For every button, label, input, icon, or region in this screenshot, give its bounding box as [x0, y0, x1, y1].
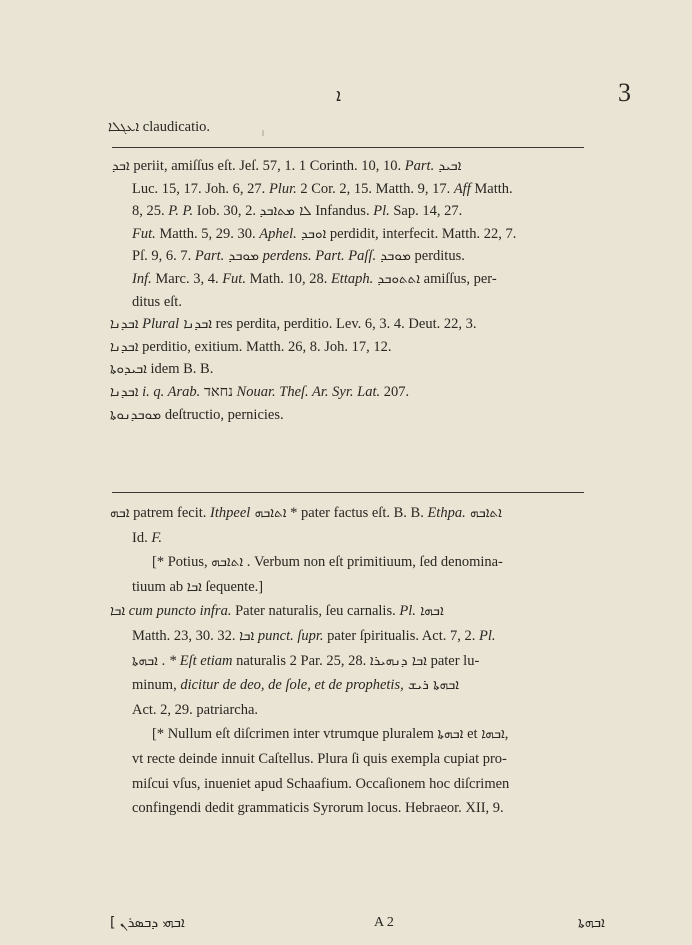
- text-line: [112, 157, 461, 175]
- text-line: [132, 293, 182, 311]
- text-line: [132, 270, 497, 288]
- text-run: res perdita, perditio. Lev. 6, 3. 4. Deut. 22, 3.: [212, 316, 477, 333]
- section-rule: [112, 492, 584, 493]
- syriac-word: ܐܬܐܒܗ: [211, 554, 244, 571]
- gloss-text: claudicatio.: [142, 119, 211, 135]
- syriac-word: ܐܒܐ: [239, 628, 255, 644]
- italic-text: P. P.: [168, 203, 194, 220]
- italic-text: Ithpeel: [210, 505, 251, 521]
- text-run: pater ſpiritualis. Act. 7, 2.: [323, 628, 479, 644]
- text-line: [110, 504, 502, 522]
- italic-text: punct. ſupr.: [254, 628, 324, 644]
- text-run: 8, 25.: [132, 203, 169, 220]
- syriac-word: ܐܒܐ: [186, 578, 202, 595]
- text-run: Matth. 23, 30. 32.: [132, 628, 240, 644]
- text-run: [* Potius,: [152, 554, 212, 571]
- text-run: perditio, exitium. Matth. 26, 8. Joh. 17, 12.: [138, 338, 392, 355]
- italic-text: Nouar. Theſ. Ar. Syr. Lat.: [236, 384, 381, 400]
- page-number: 3: [618, 78, 631, 107]
- text-run: Math. 10, 28.: [245, 271, 331, 287]
- text-line: [110, 602, 444, 620]
- italic-text: Aphel.: [259, 225, 297, 242]
- text-line: [132, 652, 479, 670]
- text-run: נחאד: [200, 384, 237, 400]
- syriac-word: ܐܒܗ: [110, 505, 130, 521]
- text-run: Iob. 30, 2.: [193, 203, 260, 220]
- running-head-syriac: ܐ: [336, 85, 342, 106]
- text-line: [132, 750, 507, 768]
- syriac-word: ܐܬܐܒܗ: [250, 505, 287, 521]
- italic-text: Aff: [453, 180, 471, 197]
- italic-text: Ethpa.: [427, 505, 466, 521]
- text-run: Pater naturalis, ſeu carnalis.: [231, 603, 400, 620]
- syriac-word: ܐܬܬܘܒܕ: [373, 271, 421, 287]
- catchword: ܐܒܗܬܐ: [578, 915, 605, 931]
- syriac-headword: ܐܥܓܠܐ: [108, 119, 140, 135]
- italic-text: perdens.: [259, 248, 312, 265]
- syriac-word: ܐܒܝܕܘܬܐ: [110, 361, 147, 378]
- text-line: [110, 383, 409, 401]
- text-line: [132, 676, 459, 694]
- text-run: Luc. 15, 17. Joh. 6, 27.: [132, 180, 269, 197]
- signature-mark: A 2: [374, 915, 394, 930]
- text-line: [132, 578, 263, 596]
- text-run: perdidit, interfecit. Matth. 22, 7.: [326, 225, 517, 242]
- text-line: [110, 360, 213, 378]
- italic-text: Fut.: [222, 271, 246, 287]
- text-run: ſequente.]: [201, 578, 264, 595]
- text-run: periit, amiſſus eſt. Jeſ. 57, 1. 1 Corinth. 10, 10.: [129, 158, 405, 174]
- syriac-word: ܐܒܕܢܐ: [110, 316, 139, 333]
- italic-text: Pl.: [373, 203, 390, 220]
- text-run: deſtructio, pernicies.: [161, 406, 284, 423]
- text-run: ,: [504, 726, 509, 743]
- italic-text: Ettaph.: [330, 271, 374, 287]
- text-run: Id.: [132, 529, 152, 546]
- italic-text: Part.: [404, 158, 435, 174]
- italic-text: i. q. Arab.: [138, 384, 201, 400]
- syriac-word: ܐܒܕܢܐ: [110, 338, 139, 355]
- italic-text: Inf.: [132, 271, 152, 287]
- text-run: miſcui vſus, inueniet apud Schaafium. Occaſionem hoc diſcrimen: [132, 775, 510, 792]
- italic-text: Fut.: [132, 225, 156, 242]
- syriac-word: ܐܒܐ ܕܢܗܝܪܐ: [369, 652, 427, 669]
- text-line: [132, 775, 509, 793]
- italic-text: Pl.: [479, 628, 496, 644]
- text-run: pater lu-: [426, 652, 480, 669]
- syriac-word: ܐܒܝܕ: [434, 158, 462, 174]
- text-run: 207.: [380, 384, 410, 400]
- text-run: idem B. B.: [146, 361, 214, 378]
- text-run: patrem fecit.: [129, 505, 211, 521]
- syriac-word: ܐܒܗܐ: [481, 726, 505, 743]
- syriac-word: ܐܒܕܢܐ: [179, 316, 213, 333]
- italic-text: de ſole,: [268, 677, 311, 694]
- text-line: [132, 180, 513, 198]
- text-run: Matth. 5, 29. 30.: [155, 225, 260, 242]
- text-run: Act. 2, 29. patriarcha.: [132, 701, 259, 718]
- syriac-word: ܡܘܒܕܢܘܬܐ: [110, 406, 162, 423]
- text-line: [132, 225, 516, 243]
- footnote-syriac: [ ܐܒܗܝ ܕܒܣܪܢ: [110, 915, 185, 931]
- text-run: Pſ. 9, 6. 7.: [132, 248, 195, 265]
- text-line: [152, 553, 503, 571]
- italic-text: Part.: [194, 248, 225, 265]
- italic-text: et de prophetis,: [314, 677, 404, 694]
- syriac-word: ܐܒܗܬܐ: [437, 726, 464, 743]
- italic-text: Plur.: [268, 180, 297, 197]
- text-line: [110, 338, 391, 356]
- entry-line: [108, 118, 210, 136]
- text-line: [152, 725, 508, 743]
- syriac-word: ܡܘܒܕ: [224, 248, 260, 265]
- text-run: .: [157, 652, 169, 669]
- italic-text: F.: [151, 529, 162, 546]
- italic-text: dicitur de deo,: [180, 677, 265, 694]
- text-line: [132, 247, 465, 265]
- syriac-word: ܠܐ ܡܬܐܒܕ: [259, 203, 312, 220]
- syriac-word: ܐܒܗܐ: [415, 603, 444, 620]
- syriac-word: ܐܒܕܢܐ: [110, 384, 139, 400]
- text-run: amiſſus, per-: [420, 271, 497, 287]
- text-run: naturalis 2 Par. 25, 28.: [232, 652, 370, 669]
- text-run: Sap. 14, 27.: [389, 203, 463, 220]
- text-run: ditus eſt.: [132, 293, 182, 310]
- text-run: . Verbum non eſt primitiuum, ſed denomina-: [243, 554, 503, 571]
- syriac-word: ܐܬܐܒܗ: [465, 505, 502, 521]
- text-line: [132, 799, 504, 817]
- syriac-word: ܐܒܐ: [110, 603, 126, 620]
- text-run: confingendi dedit grammaticis Syrorum locus. Hebraeor. XII, 9.: [132, 800, 504, 817]
- syriac-word: ܐܘܒܕ: [296, 225, 327, 242]
- text-run: perditus.: [410, 248, 465, 265]
- text-run: * pater factus eſt. B. B.: [286, 505, 428, 521]
- text-line: [132, 202, 462, 220]
- italic-text: Part. Paſſ.: [315, 248, 377, 265]
- text-line: [132, 701, 258, 719]
- text-run: vt recte deinde innuit Caſtellus. Plura ſi quis exempla cupiat pro-: [132, 751, 507, 767]
- text-run: Infandus.: [311, 203, 374, 220]
- italic-text: Plural: [142, 316, 180, 333]
- text-line: [132, 529, 162, 547]
- text-run: 2 Cor. 2, 15. Matth. 9, 17.: [296, 180, 454, 197]
- text-run: tiuum ab: [132, 578, 187, 595]
- text-line: [132, 627, 496, 645]
- text-run: [* Nullum eſt diſcrimen inter vtrumque pluralem: [152, 726, 438, 743]
- text-run: minum,: [132, 677, 181, 694]
- italic-text: * Eſt etiam: [168, 652, 233, 669]
- syriac-word: ܡܘܒܕ: [376, 248, 411, 265]
- syriac-headword: ܐܒܕ: [112, 158, 130, 174]
- syriac-word: ܐܒܗܬܐ ܪܝܫ: [403, 677, 460, 694]
- italic-text: Pl.: [399, 603, 416, 620]
- text-run: et: [463, 726, 482, 743]
- text-run: Matth.: [470, 180, 513, 197]
- ink-speck: [262, 130, 264, 136]
- text-line: [110, 315, 476, 333]
- italic-text: cum puncto infra.: [125, 603, 232, 620]
- text-line: [110, 406, 284, 424]
- syriac-word: ܐܒܗܬܐ: [132, 652, 158, 669]
- text-run: Marc. 3, 4.: [151, 271, 223, 287]
- section-rule: [112, 147, 584, 148]
